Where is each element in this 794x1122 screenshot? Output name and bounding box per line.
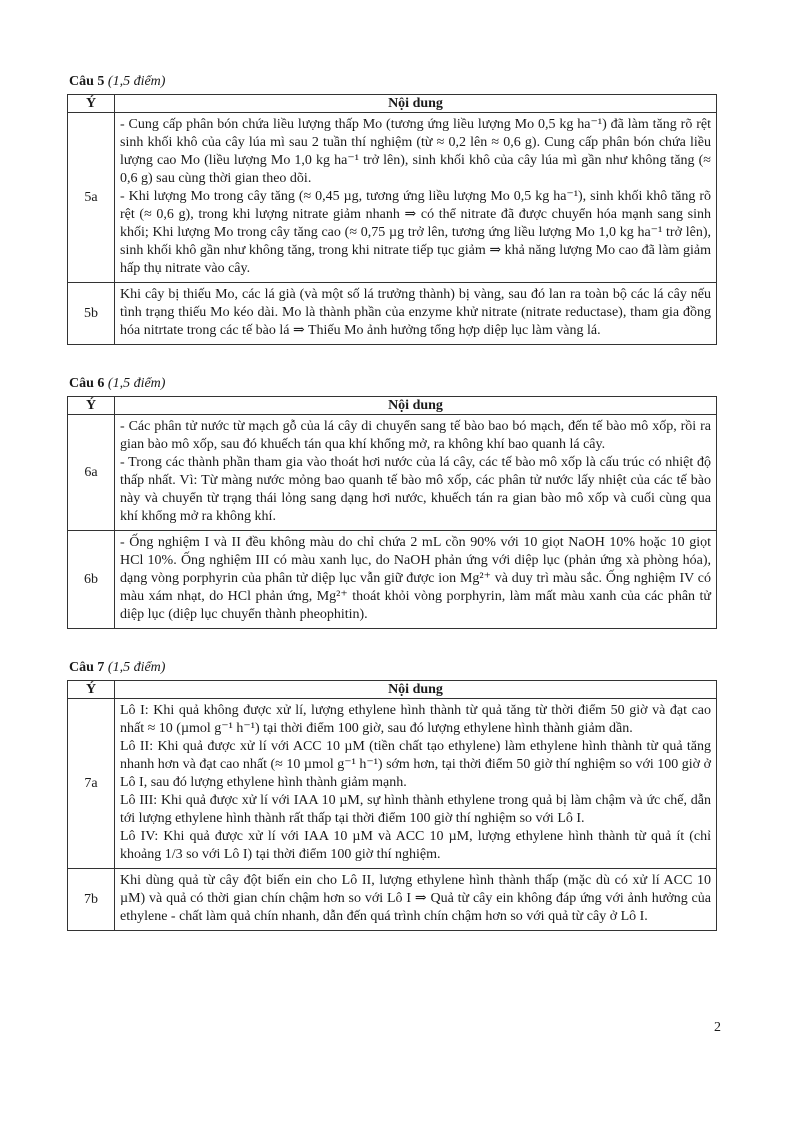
table-row [68,415,717,531]
question-points: (1,5 điểm) [107,660,166,675]
content-paragraph: - Các phân tử nước từ mạch gỗ của lá cây di chuyển sang tế bào bao bó mạch, đến tế bào mô xốp, rồi ra gian bào mô xốp, sau đó khuếch tán qua khí khổng mở, ra không khí bao quanh lá cây. [120,419,711,452]
table-header-row [68,397,717,415]
content-paragraph: Lô II: Khi quả được xử lí với ACC 10 µM (tiền chất tạo ethylene) làm ethylene hình thành từ quả tăng nhanh hơn và đạt cao nhất (≈ 10 µmol g⁻¹ h⁻¹) sớm hơn, tại thời điểm 50 giờ thí nghiệm so với 100 giờ ở Lô I, sau đó lượng ethylene hình thành giảm mạnh. [120,739,711,790]
row-label: 7b [68,869,115,931]
question-label: Câu 7 [69,660,105,675]
question-label: Câu 5 [69,74,105,89]
question-label: Câu 6 [69,376,105,391]
row-content [115,113,717,283]
content-paragraph: - Ống nghiệm I và II đều không màu do chỉ chứa 2 mL cồn 90% với 10 giọt NaOH 10% hoặc 10 giọt HCl 10%. Ống nghiệm III có màu xanh lục, do NaOH phản ứng với diệp lục (phản ứng xà phòng hóa), dạng vòng porphyrin của phân tử diệp lục vẫn giữ được ion Mg²⁺ và duy trì màu sắc. Ống nghiệm IV có màu xám nhạt, do HCl phản ứng, Mg²⁺ thoát khỏi vòng porphyrin, làm mất màu xanh của các phân tử diệp lục (diệp lục chuyển thành pheophitin). [120,535,711,622]
table-header-row [68,95,717,113]
header-content: Nội dung [115,681,717,699]
header-y: Ý [68,95,115,113]
answer-table [67,680,717,931]
table-row [68,699,717,869]
row-label: 6b [68,531,115,629]
answer-table [67,396,717,629]
content-paragraph: - Khi lượng Mo trong cây tăng (≈ 0,45 µg, tương ứng liều lượng Mo 0,5 kg ha⁻¹), sinh khối khô tăng rõ rệt (≈ 0,6 g), trong khi lượng nitrate giảm nhanh ⇒ có thể nitrate đã được chuyển hóa mạnh sang sinh khối; Khi lượng Mo trong cây tăng cao (≈ 0,75 µg trở lên, tương ứng liều lượng Mo 1,0 kg ha⁻¹ trở lên), sinh khối khô gần như không tăng, trong khi nitrate tiếp tục giảm ⇒ khả năng lượng Mo cao đã làm giảm hấp thụ nitrate vào cây. [120,189,711,276]
row-content [115,699,717,869]
header-y: Ý [68,397,115,415]
content-paragraph: - Cung cấp phân bón chứa liều lượng thấp Mo (tương ứng liều lượng Mo 0,5 kg ha⁻¹) đã làm tăng rõ rệt sinh khối khô của cây lúa mì sau 2 tuần thí nghiệm (từ ≈ 0,2 lên ≈ 0,6 g). Cung cấp phân bón chứa liều lượng cao Mo (liều lượng Mo 1,0 kg ha⁻¹ trở lên), sinh khối khô của cây lúa mì gần như không tăng (≈ 0,6 g) sau cùng thời gian theo dõi. [120,117,711,186]
row-label: 5b [68,283,115,345]
question-points: (1,5 điểm) [107,376,166,391]
row-content [115,283,717,345]
question-title [69,660,165,676]
content-paragraph: Lô III: Khi quả được xử lí với IAA 10 µM, sự hình thành ethylene trong quả bị làm chậm và ức chế, dẫn tới lượng ethylene hình thành rất thấp tại thời điểm 100 giờ thí nghiệm so với Lô I. [120,793,711,826]
row-content [115,531,717,629]
table-row [68,113,717,283]
table-row [68,531,717,629]
content-paragraph: Khi cây bị thiếu Mo, các lá già (và một số lá trưởng thành) bị vàng, sau đó lan ra toàn bộ các lá cây nếu tình trạng thiếu Mo kéo dài. Mo là thành phần của enzyme khử nitrate (nitrate reductase), tham gia đồng hóa nitrtate trong các tế bào lá ⇒ Thiếu Mo ảnh hưởng tổng hợp diệp lục làm vàng lá. [120,287,711,338]
content-paragraph: - Trong các thành phần tham gia vào thoát hơi nước của lá cây, các tế bào mô xốp là cấu trúc có nhiệt độ thấp nhất. Vì: Từ màng nước mỏng bao quanh tế bào mô xốp, các phân tử nước lấy nhiệt của các tế bào này và chuyển từ trạng thái lỏng sang dạng hơi nước, khuếch tán ra gian bào mô xốp và cuối cùng qua khí khổng mở ra không khí. [120,455,711,524]
content-paragraph: Khi dùng quả từ cây đột biến ein cho Lô II, lượng ethylene hình thành thấp (mặc dù có xử lí ACC 10 µM) và quả có thời gian chín chậm hơn so với Lô I ⇒ Quả từ cây ein không đáp ứng với ảnh hưởng của ethylene - chất làm quả chín nhanh, dẫn đến quá trình chín chậm hơn so với quả từ cây ở Lô I. [120,873,711,924]
question-title [69,74,165,90]
table-row [68,283,717,345]
row-label: 6a [68,415,115,531]
header-content: Nội dung [115,95,717,113]
page-number: 2 [714,1020,721,1035]
question-points: (1,5 điểm) [107,74,166,89]
row-label: 5a [68,113,115,283]
question-title [69,376,165,392]
header-y: Ý [68,681,115,699]
row-content [115,415,717,531]
table-row [68,869,717,931]
table-header-row [68,681,717,699]
row-content [115,869,717,931]
header-content: Nội dung [115,397,717,415]
content-paragraph: Lô I: Khi quả không được xử lí, lượng ethylene hình thành từ quả tăng từ thời điểm 50 giờ và đạt cao nhất ≈ 10 (µmol g⁻¹ h⁻¹) tại thời điểm 100 giờ, sau đó lượng ethylene hình thành giảm dần. [120,703,711,736]
content-paragraph: Lô IV: Khi quả được xử lí với IAA 10 µM và ACC 10 µM, lượng ethylene hình thành từ quả ít (chỉ khoảng 1/3 so với Lô I) tại thời điểm 100 giờ thí nghiệm. [120,829,711,862]
answer-table [67,94,717,345]
row-label: 7a [68,699,115,869]
